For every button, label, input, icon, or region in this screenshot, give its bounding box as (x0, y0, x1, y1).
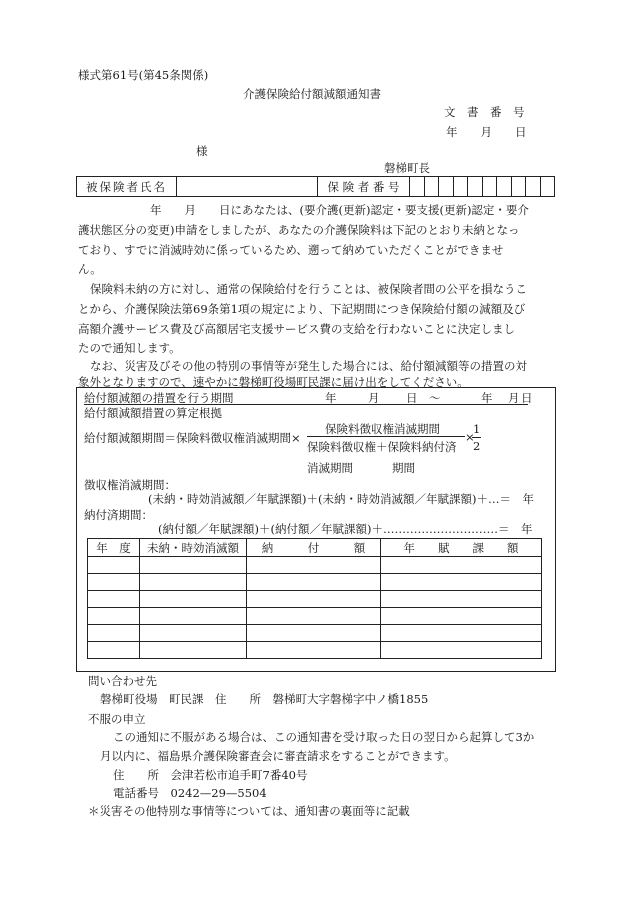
formula-sub-right: 期間 (392, 461, 415, 475)
insured-name-field[interactable] (177, 177, 318, 197)
document-number-label: 文 書 番 号 (444, 105, 525, 119)
table-row (88, 625, 542, 642)
period-to-day: 日 (521, 391, 533, 405)
period-to-month: 月 (508, 391, 520, 405)
issue-date-label: 年 月 日 (446, 125, 527, 139)
addressee-suffix: 様 (196, 144, 208, 158)
review-board-phone: 電話番号 0242—29—5504 (113, 786, 267, 800)
formula-left: 給付額減額期間＝保険料徴収権消滅期間× (84, 431, 301, 445)
column-header-unpaid: 未納・時効消滅額 (140, 539, 247, 557)
table-row (88, 591, 542, 608)
collection-right-formula: (未納・時効消滅額／年賦課額)＋(未納・時効消滅額／年賦課額)＋…＝ 年 (148, 492, 534, 506)
column-header-annual-levy: 年 賦 課 額 (381, 539, 542, 557)
period-from-day: 日 〜 (406, 391, 441, 405)
table-row (88, 574, 542, 591)
inquiry-contact: 磐梯町役場 町民課 住 所 磐梯町大字磐梯字中ノ橋1855 (100, 692, 429, 706)
table-row (88, 642, 542, 659)
inquiry-label: 問い合わせ先 (88, 674, 157, 688)
insured-number-digit[interactable] (453, 177, 468, 197)
table-row (88, 608, 542, 625)
insured-number-label: 保 険 者 番 号 (318, 177, 410, 197)
formula-denominator: 保険料徴収権＋保険料納付済 (307, 440, 457, 454)
calculation-basis-label: 給付額減額措置の算定根拠 (84, 406, 222, 420)
formula-times: × (465, 430, 475, 444)
period-from-month: 月 (368, 391, 380, 405)
formula-numerator: 保険料徴収権消滅期間 (325, 422, 440, 436)
appeal-text-line-1: この通知に不服がある場合は、この通知書を受け取った日の翌日から起算して3か (113, 730, 535, 744)
insured-number-digit[interactable] (424, 177, 439, 197)
appeal-text-line-2: 月以内に、福島県介護保険審査会に審査請求をすることができます。 (100, 749, 456, 763)
column-header-paid: 納 付 額 (247, 539, 381, 557)
reduction-period-label: 給付額減額の措置を行う期間 (84, 391, 234, 405)
half-denominator: 2 (473, 439, 481, 453)
insured-number-digit[interactable] (439, 177, 454, 197)
insured-name-label: 被保険者氏名 (77, 177, 177, 197)
issuer-name: 磐梯町長 (384, 161, 430, 175)
insured-number-digit[interactable] (410, 177, 425, 197)
footnote: ＊災害その他特別な事情等については、通知書の裏面等に記載 (88, 804, 410, 818)
appeal-label: 不服の申立 (88, 712, 146, 726)
insured-number-digit[interactable] (526, 177, 541, 197)
formula-sub-left: 消滅期間 (307, 461, 353, 475)
insured-number-digit[interactable] (497, 177, 512, 197)
insured-number-digit[interactable] (511, 177, 526, 197)
paid-period-formula: (納付額／年賦課額)＋(納付額／年賦課額)＋…………………………＝ 年 (158, 522, 533, 536)
collection-right-period-label: 徴収権消滅期間： (84, 478, 176, 492)
insured-info-table (76, 176, 555, 197)
half-fraction-bar (472, 437, 481, 438)
paid-period-label: 納付済期間： (84, 508, 153, 522)
formula-fraction-bar (307, 436, 465, 437)
form-number: 様式第61号(第45条関係) (78, 68, 209, 82)
insured-number-digit[interactable] (468, 177, 483, 197)
table-row (88, 557, 542, 574)
review-board-address: 住 所 会津若松市追手町7番40号 (113, 768, 308, 782)
period-to-year: 年 (481, 391, 493, 405)
column-header-year: 年 度 (88, 539, 140, 557)
insured-number-digit[interactable] (540, 177, 554, 197)
document-title: 介護保険給付額減額通知書 (243, 87, 381, 101)
period-from-year: 年 (325, 391, 337, 405)
insured-number-digit[interactable] (482, 177, 497, 197)
half-numerator: 1 (473, 422, 481, 436)
premium-history-table (87, 538, 542, 659)
